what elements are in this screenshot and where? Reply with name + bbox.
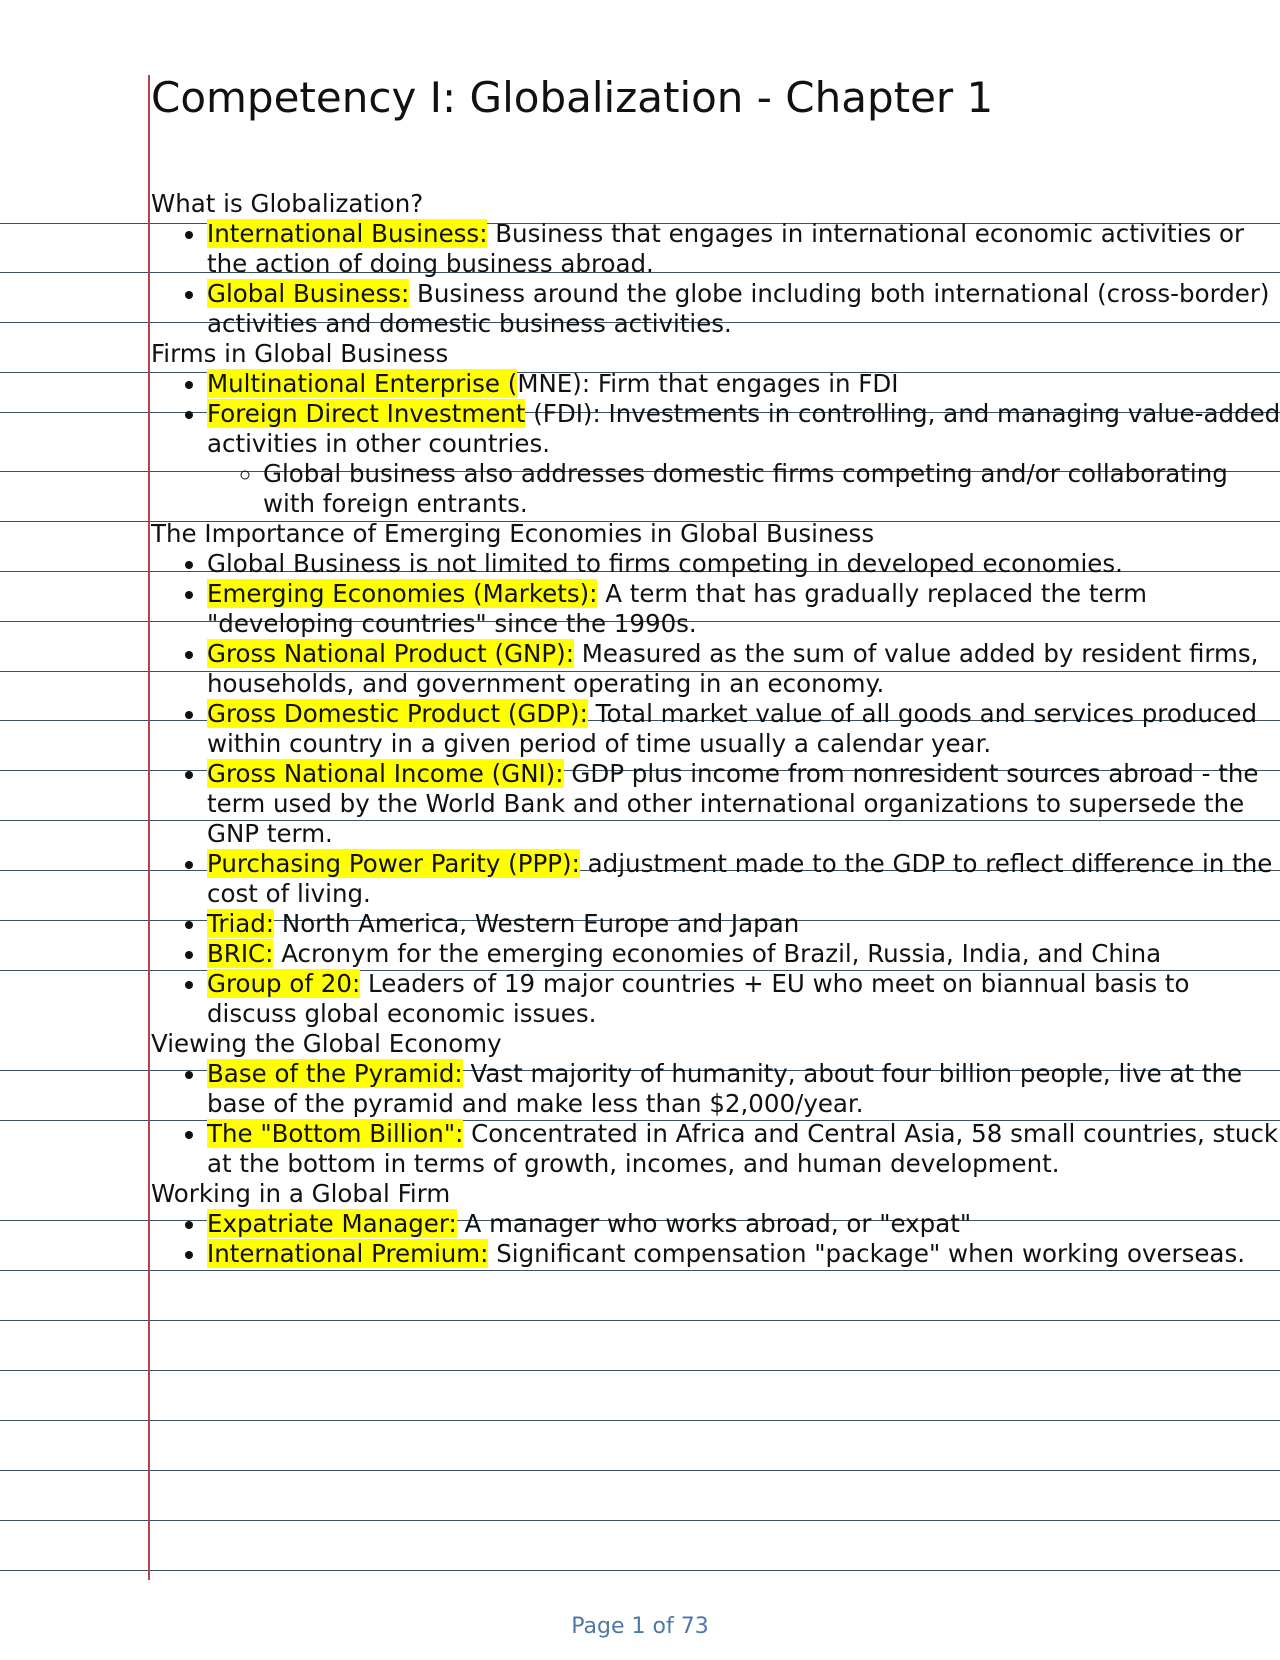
highlighted-term: BRIC: <box>207 939 274 968</box>
highlighted-term: International Premium: <box>207 1239 489 1268</box>
definition-text: Total market value of all goods and services produced within country in a given period of time usually a calendar year. <box>207 699 1258 758</box>
list-item <box>207 699 1280 759</box>
definition-text: Significant compensation "package" when working overseas. <box>488 1239 1245 1268</box>
sub-list-item: ◦ Global business also addresses domestic firms competing and/or collaborating with foreign entrants. <box>263 459 1280 519</box>
list-item <box>207 759 1280 849</box>
ruled-line <box>0 1420 1280 1421</box>
bullet-list <box>151 219 1280 339</box>
highlighted-term: Expatriate Manager: <box>207 1209 457 1238</box>
highlighted-term: International Business: <box>207 219 488 248</box>
highlighted-term: Gross National Product (GNP): <box>207 639 574 668</box>
list-item <box>207 579 1280 639</box>
definition-text: Business that engages in international economic activities or the action of doing business abroad. <box>207 219 1245 278</box>
bullet-list <box>151 1209 1280 1269</box>
highlighted-term: Group of 20: <box>207 969 361 998</box>
ruled-line <box>0 1570 1280 1571</box>
section-heading: The Importance of Emerging Economies in Global Business <box>151 519 875 548</box>
list-item <box>207 1239 1280 1269</box>
bullet-list <box>151 1059 1280 1179</box>
definition-text: A manager who works abroad, or "expat" <box>456 1209 972 1238</box>
list-item <box>207 849 1280 909</box>
list-item <box>207 1059 1280 1119</box>
section-heading: What is Globalization? <box>151 189 424 218</box>
bullet-list <box>151 549 1280 1029</box>
list-item <box>207 219 1280 279</box>
highlighted-term: Multinational Enterprise ( <box>207 369 518 398</box>
ruled-line <box>0 1370 1280 1371</box>
highlighted-term: Base of the Pyramid: <box>207 1059 463 1088</box>
definition-text: Measured as the sum of value added by resident firms, households, and government operating in an economy. <box>207 639 1259 698</box>
sub-bullet-list <box>207 459 1280 519</box>
section-heading: Firms in Global Business <box>151 339 449 368</box>
highlighted-term: Foreign Direct Investment <box>207 399 526 428</box>
definition-text: Concentrated in Africa and Central Asia, 58 small countries, stuck at the bottom in terms of growth, incomes, and human development. <box>207 1119 1279 1178</box>
list-item <box>207 279 1280 339</box>
definition-text: Global Business is not limited to firms competing in developed economies. <box>207 549 1123 578</box>
definition-text: A term that has gradually replaced the term "developing countries" since the 1990s. <box>207 579 1148 638</box>
section-heading: Working in a Global Firm <box>151 1179 451 1208</box>
page-title: Competency I: Globalization - Chapter 1 <box>151 73 994 122</box>
section-heading: Viewing the Global Economy <box>151 1029 502 1058</box>
list-item <box>207 639 1280 699</box>
definition-text: Leaders of 19 major countries + EU who meet on biannual basis to discuss global economic issues. <box>207 969 1190 1028</box>
list-item <box>207 549 1280 579</box>
ruled-line <box>0 1470 1280 1471</box>
definition-text: GDP plus income from nonresident sources abroad - the term used by the World Bank and other international organizations to supersede the GNP term. <box>207 759 1259 848</box>
list-item <box>207 399 1280 519</box>
bullet-list <box>151 369 1280 519</box>
highlighted-term: Global Business: <box>207 279 410 308</box>
definition-text: (FDI): Investments in controlling, and managing value-added activities in other countries. <box>207 399 1280 458</box>
ruled-line <box>0 1320 1280 1321</box>
highlighted-term: Gross National Income (GNI): <box>207 759 564 788</box>
list-item <box>207 1119 1280 1179</box>
definition-text: Acronym for the emerging economies of Brazil, Russia, India, and China <box>273 939 1162 968</box>
highlighted-term: Triad: <box>207 909 275 938</box>
page-number: Page 1 of 73 <box>571 1614 709 1639</box>
list-item <box>207 969 1280 1029</box>
highlighted-term: Emerging Economies (Markets): <box>207 579 598 608</box>
margin-line <box>148 75 150 1580</box>
definition-text: adjustment made to the GDP to reflect difference in the cost of living. <box>207 849 1273 908</box>
definition-text: Vast majority of humanity, about four billion people, live at the base of the pyramid and make less than $2,000/year. <box>207 1059 1243 1118</box>
definition-text: Business around the globe including both international (cross-border) activities and domestic business activities. <box>207 279 1270 338</box>
highlighted-term: Gross Domestic Product (GDP): <box>207 699 588 728</box>
definition-text: North America, Western Europe and Japan <box>274 909 800 938</box>
ruled-line <box>0 1270 1280 1271</box>
notes-content <box>151 189 1280 1269</box>
definition-text: MNE): Firm that engages in FDI <box>517 369 899 398</box>
list-item <box>207 939 1280 969</box>
list-item <box>207 1209 1280 1239</box>
highlighted-term: The "Bottom Billion": <box>207 1119 464 1148</box>
list-item <box>207 909 1280 939</box>
list-item <box>207 369 1280 399</box>
highlighted-term: Purchasing Power Parity (PPP): <box>207 849 580 878</box>
ruled-line <box>0 1520 1280 1521</box>
